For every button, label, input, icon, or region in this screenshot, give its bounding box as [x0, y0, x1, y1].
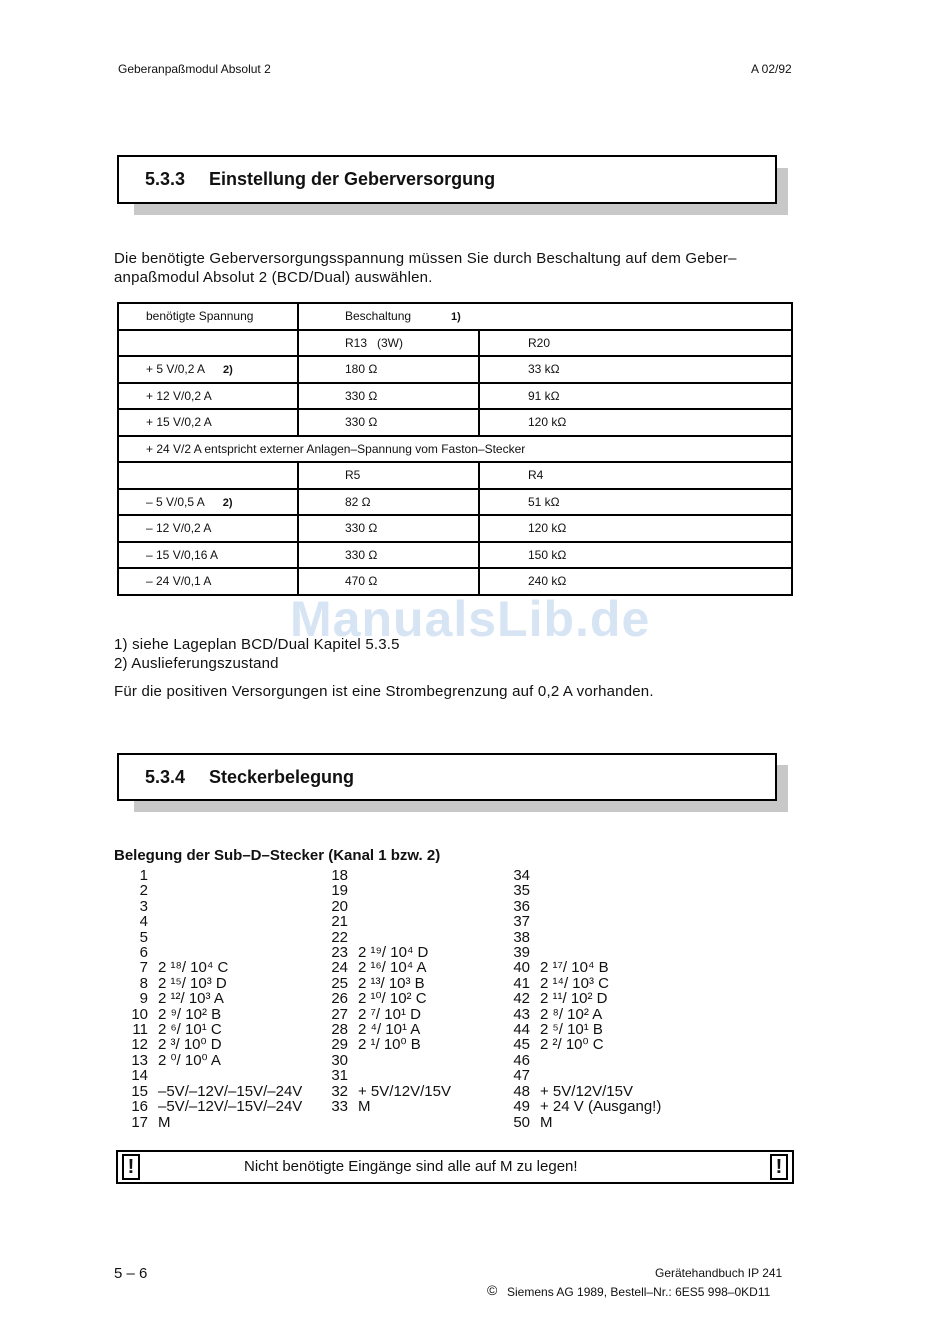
pin-number: 40: [513, 959, 530, 977]
pin-number: 11: [132, 1021, 148, 1039]
resistor-value: 240 kΩ: [479, 568, 792, 595]
pin-row: [114, 1099, 302, 1114]
pin-number: 1: [139, 867, 148, 884]
resistor-value: 91 kΩ: [479, 383, 792, 410]
pin-column-2: [318, 868, 451, 1115]
pin-signal: + 5V/12V/15V: [540, 1082, 633, 1100]
pin-row: [114, 1084, 302, 1099]
pin-number: 29: [331, 1036, 348, 1054]
subheader-r5: R5: [298, 462, 479, 489]
pin-row: [318, 960, 451, 975]
pin-signal: 2 ¹⁹/ 10⁴ D: [358, 944, 429, 962]
warning-text: Nicht benötigte Eingänge sind alle auf M zu legen!: [244, 1158, 578, 1175]
pin-signal: 2 ⁷/ 10¹ D: [358, 1005, 421, 1023]
pin-signal: –5V/–12V/–15V/–24V: [158, 1082, 303, 1100]
pin-signal: 2 ¹³/ 10³ B: [358, 974, 425, 992]
pin-row: [505, 1022, 661, 1037]
resistor-value: 150 kΩ: [479, 542, 792, 569]
pin-row: [318, 930, 451, 945]
pin-assignment-heading: Belegung der Sub–D–Stecker (Kanal 1 bzw. 2): [114, 847, 441, 864]
voltage-cell: – 15 V/0,16 A: [118, 542, 298, 569]
pin-row: [114, 883, 302, 898]
copyright-symbol: ©: [487, 1282, 498, 1298]
table-row: [118, 383, 792, 410]
pin-row: [114, 868, 302, 883]
section-title: Einstellung der Geberversorgung: [209, 169, 496, 189]
pin-number: 23: [331, 944, 348, 962]
voltage-label: + 5 V/0,2 A: [146, 362, 206, 377]
pin-number: 7: [139, 959, 148, 977]
intro-line-2: anpaßmodul Absolut 2 (BCD/Dual) auswählen.: [114, 269, 433, 286]
pin-row: [114, 1037, 302, 1052]
pin-number: 27: [331, 1005, 348, 1023]
pin-row: [505, 868, 661, 883]
pin-number: 19: [331, 882, 348, 900]
pin-row: [505, 1007, 661, 1022]
pin-row: [505, 1053, 661, 1068]
pin-number: 8: [139, 974, 148, 992]
pin-signal: 2 ⁹/ 10² B: [158, 1005, 222, 1023]
header-wiring-label: Beschaltung: [345, 309, 412, 324]
pin-number: 33: [331, 1098, 348, 1116]
pin-number: 30: [331, 1051, 348, 1069]
pin-signal: –5V/–12V/–15V/–24V: [158, 1098, 303, 1116]
pin-number: 3: [139, 897, 148, 915]
header-cell-voltage: benötigte Spannung: [118, 303, 298, 330]
resistor-value: 120 kΩ: [479, 409, 792, 436]
section-number: 5.3.3: [145, 169, 186, 189]
manual-title: Gerätehandbuch IP 241: [655, 1266, 783, 1280]
warning-bar: [116, 1150, 794, 1184]
running-header-title: Geberanpaßmodul Absolut 2: [118, 62, 271, 76]
pin-number: 39: [513, 944, 530, 962]
pin-row: [318, 1007, 451, 1022]
voltage-cell: – 12 V/0,2 A: [118, 515, 298, 542]
pin-number: 21: [331, 913, 348, 931]
table-cell-empty: [118, 330, 298, 357]
resistor-value: 180 Ω: [298, 356, 479, 383]
pin-number: 46: [513, 1051, 530, 1069]
table-span-row: [118, 436, 792, 463]
pin-number: 48: [513, 1082, 530, 1100]
pin-signal: 2 ⁵/ 10¹ B: [540, 1021, 603, 1039]
pin-row: [318, 1053, 451, 1068]
pin-number: 38: [513, 928, 530, 946]
pin-row: [505, 1115, 661, 1130]
pin-signal: M: [358, 1098, 371, 1116]
pin-row: [505, 976, 661, 991]
supply-voltage-table: [117, 302, 793, 596]
pin-row: [318, 914, 451, 929]
pin-row: [114, 1053, 302, 1068]
table-subheader-row: [118, 462, 792, 489]
subheader-r13: R13 (3W): [298, 330, 479, 357]
pin-row: [114, 914, 302, 929]
pin-signal: 2 ¹⁵/ 10³ D: [158, 974, 227, 992]
pin-number: 15: [131, 1082, 148, 1100]
section-heading-geberversorgung: [117, 155, 777, 204]
pin-number: 13: [131, 1051, 148, 1069]
pin-row: [114, 1115, 302, 1130]
pin-row: [505, 914, 661, 929]
pin-signal: 2 ⁰/ 10⁰ A: [158, 1051, 221, 1069]
pin-row: [318, 868, 451, 883]
pin-signal: 2 ¹/ 10⁰ B: [358, 1036, 421, 1054]
pin-signal: 2 ¹¹/ 10² D: [540, 990, 608, 1008]
pin-number: 6: [139, 944, 148, 962]
pin-row: [114, 991, 302, 1006]
pin-row: [318, 1068, 451, 1083]
pin-number: 50: [513, 1113, 530, 1131]
pin-row: [505, 930, 661, 945]
pin-row: [505, 991, 661, 1006]
pin-number: 10: [131, 1005, 148, 1023]
pin-row: [318, 1084, 451, 1099]
pin-row: [505, 883, 661, 898]
pin-number: 16: [131, 1098, 148, 1116]
pin-number: 37: [513, 913, 530, 931]
voltage-label: – 5 V/0,5 A: [146, 494, 205, 509]
pin-row: [318, 945, 451, 960]
pin-row: [114, 945, 302, 960]
intro-line-1: Die benötigte Geberversorgungsspannung müssen Sie durch Beschaltung auf dem Geber–: [114, 250, 737, 267]
table-cell-empty: [118, 462, 298, 489]
pin-row: [114, 930, 302, 945]
table-row: [118, 489, 792, 516]
pin-signal: 2 ⁸/ 10² A: [540, 1005, 603, 1023]
pin-signal: 2 ⁴/ 10¹ A: [358, 1021, 421, 1039]
pin-number: 2: [139, 882, 148, 900]
pin-signal: 2 ²/ 10⁰ C: [540, 1036, 604, 1054]
pin-number: 25: [331, 974, 348, 992]
resistor-value: 82 Ω: [298, 489, 479, 516]
footnote-2: 2) Auslieferungszustand: [114, 655, 279, 672]
table-row: [118, 542, 792, 569]
pin-number: 42: [513, 990, 530, 1008]
pin-column-1: [114, 868, 302, 1130]
pin-signal: 2 ¹⁸/ 10⁴ C: [158, 959, 229, 977]
pin-number: 49: [513, 1098, 530, 1116]
copyright-line: Siemens AG 1989, Bestell–Nr.: 6ES5 998–0KD11: [507, 1285, 771, 1299]
resistor-value: 470 Ω: [298, 568, 479, 595]
pin-number: 47: [513, 1067, 530, 1085]
subheader-r20: R20: [479, 330, 792, 357]
pin-number: 41: [513, 974, 530, 992]
resistor-value: 330 Ω: [298, 542, 479, 569]
voltage-cell: [118, 356, 298, 383]
pin-row: [505, 945, 661, 960]
pin-row: [318, 899, 451, 914]
resistor-value: 51 kΩ: [479, 489, 792, 516]
pin-row: [318, 991, 451, 1006]
pin-row: [318, 1022, 451, 1037]
resistor-value: 330 Ω: [298, 515, 479, 542]
pin-number: 34: [513, 867, 530, 884]
pin-signal: M: [158, 1113, 171, 1131]
pin-signal: 2 ¹⁶/ 10⁴ A: [358, 959, 427, 977]
subheader-r4: R4: [479, 462, 792, 489]
pin-number: 31: [331, 1067, 348, 1085]
pin-number: 9: [139, 990, 148, 1008]
pin-signal: + 24 V (Ausgang!): [540, 1098, 662, 1116]
footnote-1: 1) siehe Lageplan BCD/Dual Kapitel 5.3.5: [114, 636, 400, 653]
watermark: ManualsLib.de: [290, 591, 651, 647]
pin-row: [114, 976, 302, 991]
pin-number: 43: [513, 1005, 530, 1023]
pin-row: [318, 883, 451, 898]
pin-number: 18: [331, 867, 348, 884]
pin-number: 24: [331, 959, 348, 977]
page-number: 5 – 6: [114, 1265, 148, 1282]
pin-row: [505, 1037, 661, 1052]
section-number: 5.3.4: [145, 767, 186, 787]
pin-number: 32: [331, 1082, 348, 1100]
pin-row: [114, 1068, 302, 1083]
pin-signal: + 5V/12V/15V: [358, 1082, 451, 1100]
pin-signal: M: [540, 1113, 553, 1131]
pin-row: [114, 1007, 302, 1022]
pin-row: [318, 976, 451, 991]
pin-signal: 2 ³/ 10⁰ D: [158, 1036, 222, 1054]
pin-row: [114, 960, 302, 975]
header-cell-wiring: [298, 303, 792, 330]
section-title: Steckerbelegung: [209, 767, 355, 787]
footnote-ref: 2): [223, 364, 233, 377]
section-heading-steckerbelegung: [117, 753, 777, 801]
pin-signal: 2 ¹⁷/ 10⁴ B: [540, 959, 609, 977]
pin-signal: 2 ¹⁰/ 10² C: [358, 990, 427, 1008]
voltage-cell: – 24 V/0,1 A: [118, 568, 298, 595]
pin-number: 26: [331, 990, 348, 1008]
pin-signal: 2 ⁶/ 10¹ C: [158, 1021, 222, 1039]
pin-row: [114, 899, 302, 914]
footnotes: [114, 635, 400, 673]
table-header-row: [118, 303, 792, 330]
pin-row: [505, 1068, 661, 1083]
pin-number: 45: [513, 1036, 530, 1054]
pin-number: 5: [139, 928, 148, 946]
table-row: [118, 515, 792, 542]
resistor-value: 33 kΩ: [479, 356, 792, 383]
resistor-value: 120 kΩ: [479, 515, 792, 542]
exclamation-icon: !: [770, 1154, 788, 1180]
pin-signal: 2 ¹²/ 10³ A: [158, 990, 224, 1008]
table-subheader-row: [118, 330, 792, 357]
running-header-date: A 02/92: [751, 62, 792, 76]
pin-number: 17: [131, 1113, 148, 1131]
voltage-cell: + 12 V/0,2 A: [118, 383, 298, 410]
pin-row: [318, 1099, 451, 1114]
pin-number: 35: [513, 882, 530, 900]
pin-number: 14: [131, 1067, 148, 1085]
current-limit-note: Für die positiven Versorgungen ist eine Strombegrenzung auf 0,2 A vorhanden.: [114, 683, 654, 700]
pin-number: 44: [513, 1021, 530, 1039]
pin-row: [505, 960, 661, 975]
pin-signal: 2 ¹⁴/ 10³ C: [540, 974, 609, 992]
pin-row: [505, 1084, 661, 1099]
table-row: [118, 356, 792, 383]
pin-row: [318, 1037, 451, 1052]
pin-number: 22: [331, 928, 348, 946]
table-row: [118, 409, 792, 436]
footnote-ref: 1): [451, 311, 461, 324]
pin-number: 28: [331, 1021, 348, 1039]
pin-column-3: [505, 868, 661, 1130]
voltage-cell: + 15 V/0,2 A: [118, 409, 298, 436]
external-24v-note: + 24 V/2 A entspricht externer Anlagen–Spannung vom Faston–Stecker: [118, 436, 792, 463]
pin-number: 12: [131, 1036, 148, 1054]
footnote-ref: 2): [222, 496, 233, 509]
pin-number: 20: [331, 897, 348, 915]
pin-row: [505, 1099, 661, 1114]
voltage-cell: [118, 489, 298, 516]
pin-number: 4: [139, 913, 148, 931]
pin-row: [114, 1022, 302, 1037]
pin-row: [505, 899, 661, 914]
resistor-value: 330 Ω: [298, 383, 479, 410]
intro-paragraph: [114, 249, 794, 287]
resistor-value: 330 Ω: [298, 409, 479, 436]
pin-number: 36: [513, 897, 530, 915]
exclamation-icon: !: [122, 1154, 140, 1180]
